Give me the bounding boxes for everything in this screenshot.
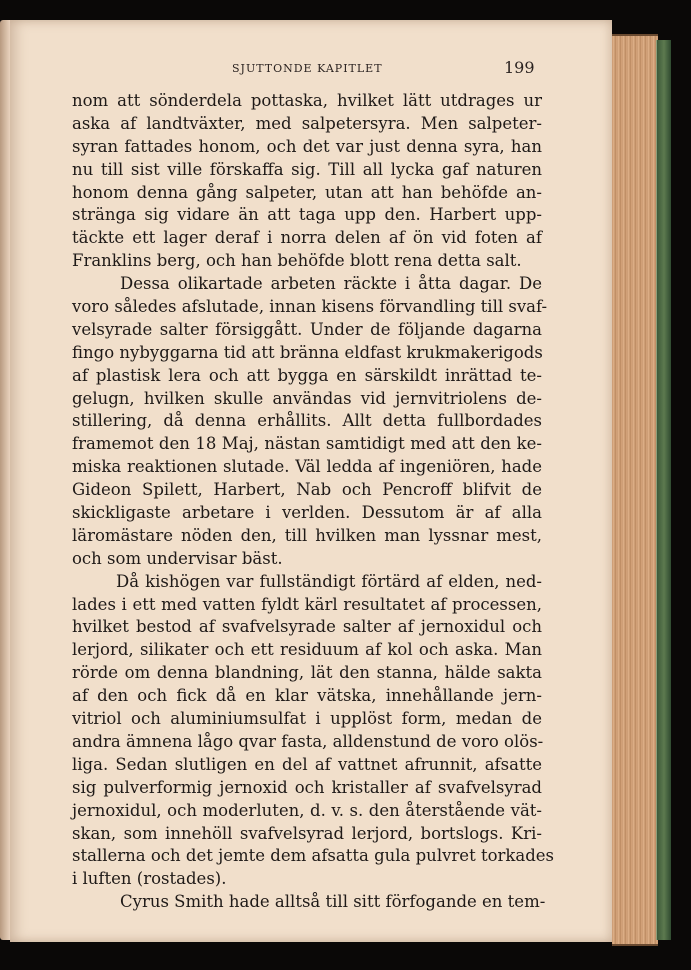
text-line: Cyrus Smith hade alltså till sitt förfogande en tem- [120, 892, 546, 912]
text-line: vitriol och aluminiumsulfat i upplöst form, medan de [72, 709, 542, 729]
text-line: liga. Sedan slutligen en del af vattnet afrunnit, afsatte [72, 754, 542, 774]
text-line: velsyrade salter försiggått. Under de följande dagarna [72, 319, 542, 339]
text-line: honom denna gång salpeter, utan att han behöfde an- [72, 182, 542, 202]
text-line: lades i ett med vatten fyldt kärl resultatet af processen, [72, 594, 542, 614]
text-line: af den och fick då en klar vätska, innehållande jern- [72, 686, 542, 706]
text-line: gelugn, hvilken skulle användas vid jernvitriolens de- [72, 388, 542, 408]
book-cover-edge [656, 40, 671, 940]
text-line: nu till sist ville förskaffa sig. Till all lycka gaf naturen [72, 159, 542, 179]
text-line: framemot den 18 Maj, nästan samtidigt med att den ke- [72, 434, 542, 454]
text-line: Franklins berg, och han behöfde blott rena detta salt. [72, 251, 522, 271]
text-line: syran fattades honom, och det var just denna syra, han [72, 136, 542, 156]
text-line: hvilket bestod af svafvelsyrade salter af jernoxidul och [72, 617, 542, 637]
text-line: Dessa olikartade arbeten räckte i åtta dagar. De [120, 274, 542, 294]
text-line: miska reaktionen slutade. Väl ledda af ingeniören, hade [72, 457, 542, 477]
running-head: SJUTTONDE KAPITLET [232, 62, 383, 75]
text-line: lerjord, silikater och ett residuum af kol och aska. Man [72, 640, 542, 660]
text-line: täckte ett lager deraf i norra delen af ön vid foten af [72, 228, 542, 248]
page-stack-edge [612, 34, 658, 946]
page-number: 199 [504, 58, 535, 77]
text-line: skickligaste arbetare i verlden. Dessutom är af alla [72, 503, 542, 523]
body-text [72, 90, 555, 914]
text-line: stillering, då denna erhållits. Allt detta fullbordades [72, 411, 542, 431]
text-line: läromästare nöden den, till hvilken man lyssnar mest, [72, 525, 542, 545]
text-line: stallerna och det jemte dem afsatta gula pulvret torkades [72, 846, 555, 866]
text-line: i luften (rostades). [72, 869, 227, 889]
text-line: af plastisk lera och att bygga en särskildt inrättad te- [72, 365, 542, 385]
text-line: stränga sig vidare än att taga upp den. Harbert upp- [72, 205, 542, 225]
text-line: aska af landtväxter, med salpetersyra. Men salpeter- [72, 113, 542, 133]
text-line: Då kishögen var fullständigt förtärd af elden, ned- [116, 571, 542, 591]
text-line: Gideon Spilett, Harbert, Nab och Pencroff blifvit de [72, 480, 542, 500]
text-line: rörde om denna blandning, lät den stanna, hälde sakta [72, 663, 542, 683]
text-line: skan, som innehöll svafvelsyrad lerjord, bortslogs. Kri- [72, 823, 542, 843]
page-header [10, 58, 612, 82]
text-line: fingo nybyggarna tid att bränna eldfast krukmakerigods [72, 342, 543, 362]
text-line: andra ämnena lågo qvar fasta, alldenstund de voro olös- [72, 731, 544, 751]
text-line: jernoxidul, och moderluten, d. v. s. den återstående vät- [72, 800, 542, 820]
text-line: nom att sönderdela pottaska, hvilket lätt utdrages ur [72, 91, 542, 110]
text-line: och som undervisar bäst. [72, 548, 283, 568]
text-line: sig pulverformig jernoxid och kristaller af svafvelsyrad [72, 777, 542, 797]
text-line: voro således afslutade, innan kisens förvandling till svaf- [72, 297, 548, 317]
